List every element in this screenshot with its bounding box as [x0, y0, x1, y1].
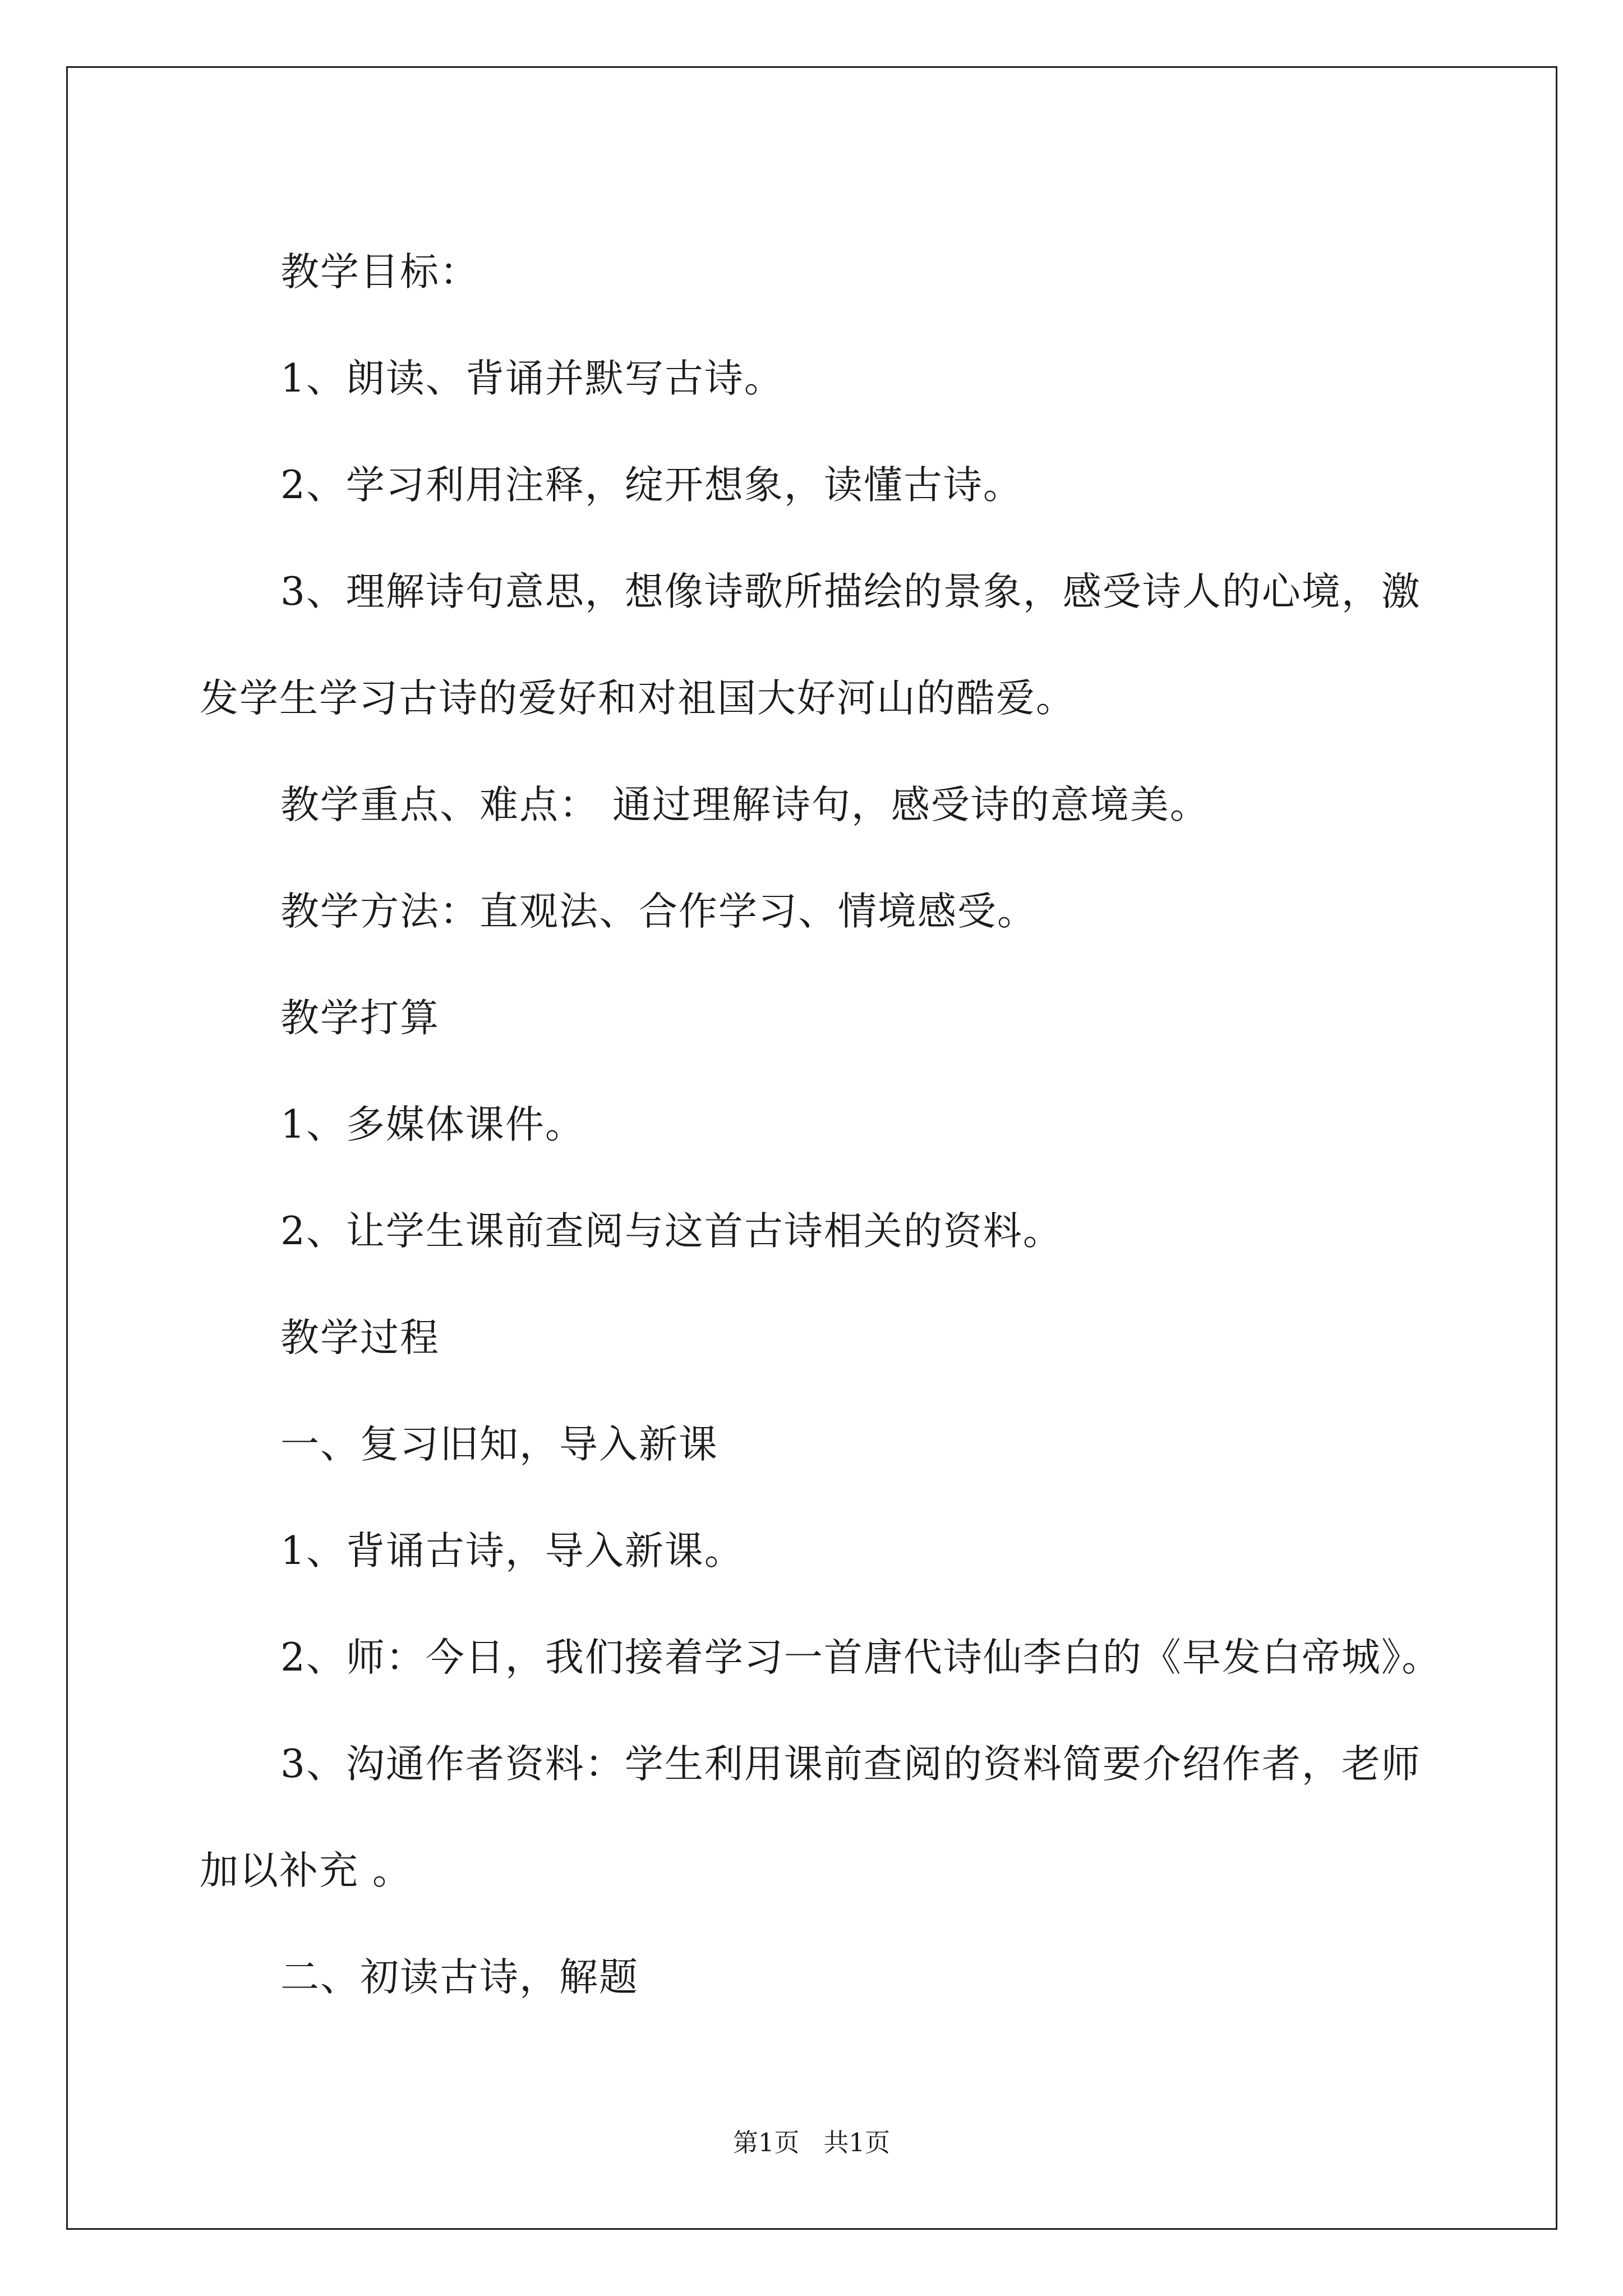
paragraph-goal-2: 2、学习利用注释，绽开想象，读懂古诗。 [280, 463, 1023, 508]
paragraph-section-2-heading: 二、初读古诗，解题 [280, 1955, 639, 2000]
paragraph-teaching-goals-heading: 教学目标： [280, 250, 479, 295]
document-body [200, 219, 1442, 2031]
paragraph-goal-3: 3、理解诗句意思，想像诗歌所描绘的景象，感受诗人的心境，激 [280, 569, 1421, 614]
paragraph-section-1-step-1: 1、背诵古诗，导入新课。 [280, 1529, 744, 1573]
paragraph-preparation-heading: 教学打算 [280, 996, 440, 1041]
paragraph-section-1-step-3: 3、沟通作者资料：学生利用课前查阅的资料简要介绍作者，老师 [280, 1742, 1421, 1787]
paragraph-goal-3-continued: 发学生学习古诗的爱好和对祖国大好河山的酷爱。 [200, 676, 1076, 721]
paragraph-section-1-step-3-continued: 加以补充 。 [200, 1848, 412, 1893]
paragraph-teaching-methods: 教学方法：直观法、合作学习、情境感受。 [280, 889, 1037, 934]
paragraph-goal-1: 1、朗读、背诵并默写古诗。 [280, 356, 784, 401]
page-footer: 第1页 共1页 [732, 2128, 891, 2157]
paragraph-preparation-1: 1、多媒体课件。 [280, 1102, 585, 1147]
paragraph-preparation-2: 2、让学生课前查阅与这首古诗相关的资料。 [280, 1209, 1063, 1254]
paragraph-section-1-step-2: 2、师：今日，我们接着学习一首唐代诗仙李白的《早发白帝城》。 [280, 1635, 1442, 1680]
paragraph-process-heading: 教学过程 [280, 1315, 440, 1360]
paragraph-section-1-heading: 一、复习旧知，导入新课 [280, 1422, 718, 1467]
paragraph-key-points: 教学重点、难点： 通过理解诗句，感受诗的意境美。 [280, 783, 1210, 827]
